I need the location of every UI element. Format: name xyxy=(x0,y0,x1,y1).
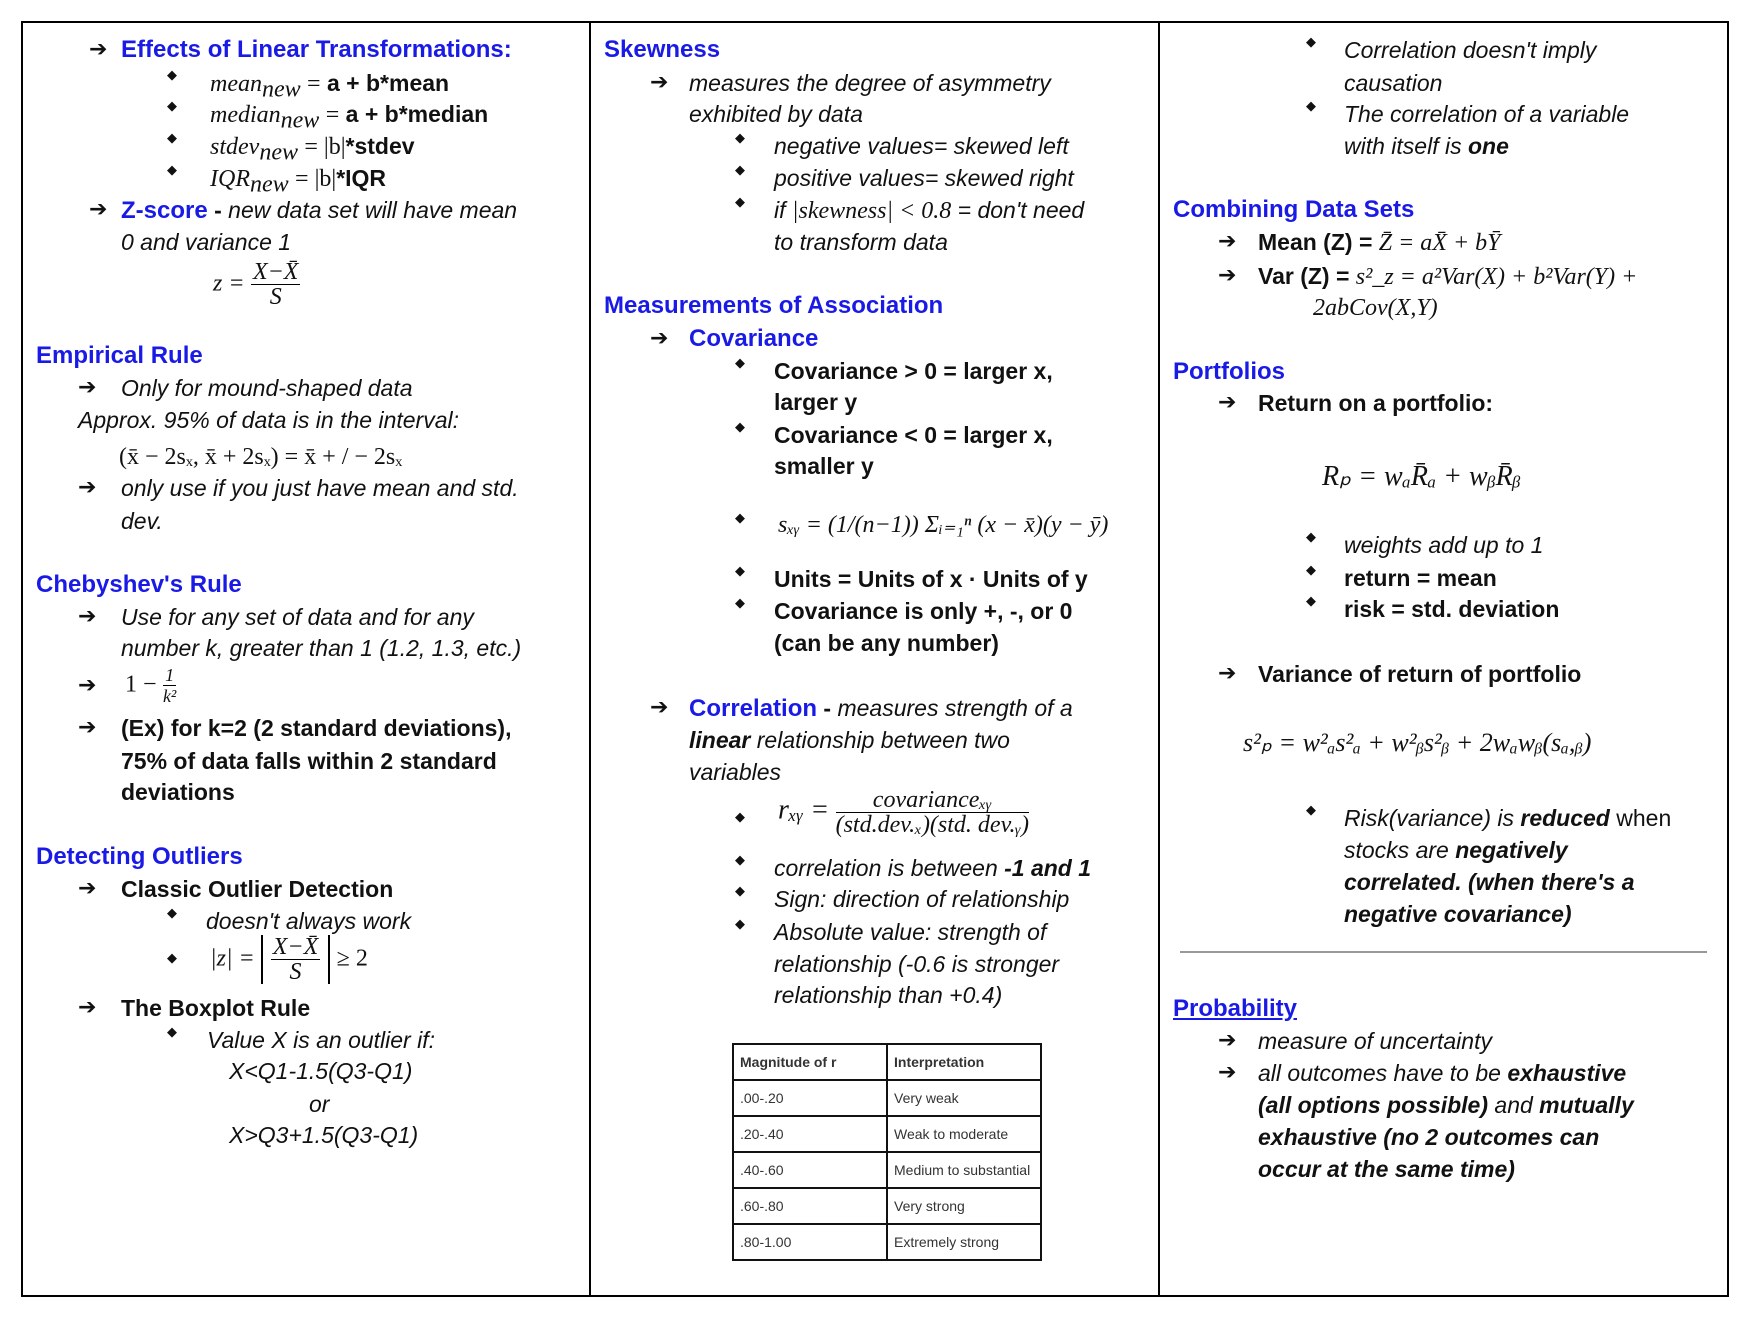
arrow-icon xyxy=(1218,229,1244,259)
chebyshev-formula: 1 − $\frac{1}{\text{k²}}$ xyxy=(125,665,177,706)
table-row xyxy=(733,1152,1041,1188)
text-line: relationship than +0.4) xyxy=(774,982,1003,1008)
text-line: Covariance is only +, -, or 0 xyxy=(774,598,1073,624)
text-line: X>Q3+1.5(Q3-Q1) xyxy=(229,1122,419,1148)
text-line: Risk(variance) is reduced when xyxy=(1344,805,1672,831)
text-line: return = mean xyxy=(1344,565,1497,591)
arrow-icon xyxy=(650,326,676,356)
text-line: stocks are negatively xyxy=(1344,837,1568,863)
text-line: deviations xyxy=(121,779,235,805)
table-cell: Weak to moderate xyxy=(887,1116,1041,1152)
table-cell: Very strong xyxy=(887,1188,1041,1224)
correlation-magnitude-table xyxy=(732,1043,1042,1261)
text-line: (can be any number) xyxy=(774,630,999,656)
text-line: with itself is one xyxy=(1344,133,1509,159)
column-divider xyxy=(1158,21,1160,1296)
text-line: larger y xyxy=(774,389,858,415)
text-line: to transform data xyxy=(774,229,948,255)
combining-heading: Combining Data Sets xyxy=(1173,196,1415,223)
table-row xyxy=(733,1224,1041,1260)
association-heading: Measurements of Association xyxy=(604,292,944,319)
table-cell: Extremely strong xyxy=(887,1224,1041,1260)
bullet-icon xyxy=(1306,563,1320,593)
bullet-icon xyxy=(167,163,181,193)
table-cell: Very weak xyxy=(887,1080,1041,1116)
text-line: The Boxplot Rule xyxy=(121,995,311,1021)
arrow-icon xyxy=(650,70,676,100)
effects-item: median$_{new}$ = a + b*median xyxy=(210,101,489,134)
table-cell: .20-.40 xyxy=(733,1116,887,1152)
bullet-icon xyxy=(1306,530,1320,560)
effects-item: $IQR_{new} = |b|*IQR$ xyxy=(210,165,387,198)
outliers-heading: Detecting Outliers xyxy=(36,843,243,870)
top-border xyxy=(21,21,1729,23)
text-line: Sign: direction of relationship xyxy=(774,886,1070,912)
covariance-formula: sₓᵧ = (1/(n−1)) Σᵢ₌₁ⁿ (x − x̄)(y − ȳ) xyxy=(778,512,1109,538)
text-line: doesn't always work xyxy=(206,908,412,934)
text-line: Covariance < 0 = larger x, xyxy=(774,422,1053,448)
bullet-icon xyxy=(735,195,749,225)
bullet-icon xyxy=(1306,35,1320,65)
bullet-icon xyxy=(167,1025,181,1055)
bullet-icon xyxy=(167,951,181,981)
covariance-heading: Covariance xyxy=(689,325,819,352)
bullet-icon xyxy=(167,68,181,98)
text-line: 75% of data falls within 2 standard xyxy=(121,748,497,774)
variance-formula: s²ₚ = w²ₐs²ₐ + w²ᵦs²ᵦ + 2wₐwᵦ(sₐ,ᵦ) xyxy=(1243,728,1592,757)
arrow-icon xyxy=(650,695,676,725)
text-line: number k, greater than 1 (1.2, 1.3, etc.) xyxy=(121,635,522,661)
table-cell: .40-.60 xyxy=(733,1152,887,1188)
bullet-icon xyxy=(735,163,749,193)
text-line: exhibited by data xyxy=(689,101,863,127)
table-row xyxy=(733,1116,1041,1152)
effects-item: mean$_{new}$ = a + b*mean xyxy=(210,70,450,103)
arrow-icon xyxy=(78,995,104,1025)
arrow-icon xyxy=(1218,390,1244,420)
var-formula: Var (Z) = s²_z = a²Var(X) + b²Var(Y) + xyxy=(1258,263,1638,290)
bullet-icon xyxy=(735,564,749,594)
bullet-icon xyxy=(735,511,749,541)
bullet-icon xyxy=(735,853,749,883)
table-header: Magnitude of r xyxy=(733,1044,887,1080)
table-cell: Medium to substantial xyxy=(887,1152,1041,1188)
text-line: (Ex) for k=2 (2 standard deviations), xyxy=(121,715,512,741)
arrow-icon xyxy=(1218,1060,1244,1090)
text-line: correlation is between -1 and 1 xyxy=(774,855,1092,881)
return-formula: Rₚ = wₐR̄ₐ + wᵦR̄ᵦ xyxy=(1322,461,1521,492)
arrow-icon xyxy=(78,673,104,703)
zscore-text: 0 and variance 1 xyxy=(121,229,292,255)
table-row xyxy=(733,1080,1041,1116)
chebyshev-heading: Chebyshev's Rule xyxy=(36,571,242,598)
text-line: occur at the same time) xyxy=(1258,1156,1515,1182)
text-line: Classic Outlier Detection xyxy=(121,876,394,902)
mean-formula: Mean (Z) = Z̄ = aX̄ + bȲ xyxy=(1258,229,1501,256)
effects-item: stdev$_{new}$ = |b|*stdev xyxy=(210,133,415,166)
text-line: Return on a portfolio: xyxy=(1258,390,1494,416)
empirical-formula: (x̄ − 2sₓ, x̄ + 2sₓ) = x̄ + / − 2sₓ xyxy=(119,444,403,470)
text-line: linear relationship between two xyxy=(689,727,1010,753)
arrow-icon xyxy=(89,197,115,227)
arrow-icon xyxy=(78,604,104,634)
text-line: Approx. 95% of data is in the interval: xyxy=(78,407,459,433)
bullet-icon xyxy=(1306,99,1320,129)
text-line: all outcomes have to be exhaustive xyxy=(1258,1060,1627,1086)
text-line: Use for any set of data and for any xyxy=(121,604,474,630)
table-header: Interpretation xyxy=(887,1044,1041,1080)
bottom-border xyxy=(21,1295,1729,1297)
bullet-icon xyxy=(735,356,749,386)
bullet-icon xyxy=(735,596,749,626)
column-divider xyxy=(1727,21,1729,1296)
arrow-icon xyxy=(78,876,104,906)
arrow-icon xyxy=(1218,263,1244,293)
text-line: negative covariance) xyxy=(1344,901,1572,927)
text-line: Units = Units of x · Units of y xyxy=(774,566,1088,592)
table-header-row xyxy=(733,1044,1041,1080)
text-line: weights add up to 1 xyxy=(1344,532,1544,558)
table-cell: .00-.20 xyxy=(733,1080,887,1116)
correlation-line: Correlation - measures strength of a xyxy=(689,695,1073,722)
arrow-icon xyxy=(78,375,104,405)
zscore-line: Z-score - new data set will have mean xyxy=(121,197,518,224)
arrow-icon xyxy=(78,715,104,745)
text-line: Variance of return of portfolio xyxy=(1258,661,1582,687)
bullet-icon xyxy=(167,99,181,129)
text-line: variables xyxy=(689,759,782,785)
text-line: Only for mound-shaped data xyxy=(121,375,413,401)
correlation-formula: rₓᵧ = $\frac{\text{covarianceₓᵧ}}{\text{(std.dev.ₓ)(std. dev.ᵧ)}}$ xyxy=(778,787,1029,838)
text-line: X<Q1-1.5(Q3-Q1) xyxy=(229,1058,413,1084)
text-line: or xyxy=(309,1091,330,1117)
table-row xyxy=(733,1188,1041,1224)
bullet-icon xyxy=(735,420,749,450)
probability-link[interactable]: Probability xyxy=(1173,995,1298,1022)
bullet-icon xyxy=(167,131,181,161)
zscore-formula: z = $\frac{X-X̄}{S}$ xyxy=(213,259,299,310)
effects-heading: Effects of Linear Transformations: xyxy=(121,36,512,63)
text-line: dev. xyxy=(121,508,163,534)
text-line: if |skewness| < 0.8 = don't need xyxy=(774,197,1085,224)
text-line: positive values= skewed right xyxy=(774,165,1074,191)
text-line: Value X is an outlier if: xyxy=(207,1027,435,1053)
text-line: only use if you just have mean and std. xyxy=(121,475,519,501)
column-divider xyxy=(589,21,591,1296)
bullet-icon xyxy=(735,131,749,161)
text-line: Correlation doesn't imply xyxy=(1344,37,1597,63)
arrow-icon xyxy=(89,37,115,67)
text-line: negative values= skewed left xyxy=(774,133,1069,159)
bullet-icon xyxy=(735,917,749,947)
var-formula-cont: 2abCov(X,Y) xyxy=(1313,295,1438,321)
text-line: causation xyxy=(1344,70,1443,96)
arrow-icon xyxy=(1218,1028,1244,1058)
outlier-formula: |z| = $\frac{X-X̄}{S}$ ≥ 2 xyxy=(210,934,368,985)
bullet-icon xyxy=(167,906,181,936)
table-cell: .60-.80 xyxy=(733,1188,887,1224)
text-line: Absolute value: strength of xyxy=(774,919,1047,945)
portfolios-heading: Portfolios xyxy=(1173,358,1285,385)
arrow-icon xyxy=(78,475,104,505)
text-line: (all options possible) and mutually xyxy=(1258,1092,1634,1118)
text-line: measure of uncertainty xyxy=(1258,1028,1492,1054)
text-line: relationship (-0.6 is stronger xyxy=(774,951,1060,977)
text-line: exhaustive (no 2 outcomes can xyxy=(1258,1124,1600,1150)
text-line: risk = std. deviation xyxy=(1344,596,1560,622)
text-line: The correlation of a variable xyxy=(1344,101,1630,127)
bullet-icon xyxy=(735,810,749,840)
bullet-icon xyxy=(735,884,749,914)
text-line: smaller y xyxy=(774,453,874,479)
bullet-icon xyxy=(1306,594,1320,624)
table-cell: .80-1.00 xyxy=(733,1224,887,1260)
divider xyxy=(1180,951,1707,953)
empirical-heading: Empirical Rule xyxy=(36,342,203,369)
text-line: Covariance > 0 = larger x, xyxy=(774,358,1053,384)
bullet-icon xyxy=(1306,803,1320,833)
skewness-heading: Skewness xyxy=(604,36,721,63)
column-divider xyxy=(21,21,23,1296)
text-line: correlated. (when there's a xyxy=(1344,869,1635,895)
arrow-icon xyxy=(1218,661,1244,691)
text-line: measures the degree of asymmetry xyxy=(689,70,1051,96)
